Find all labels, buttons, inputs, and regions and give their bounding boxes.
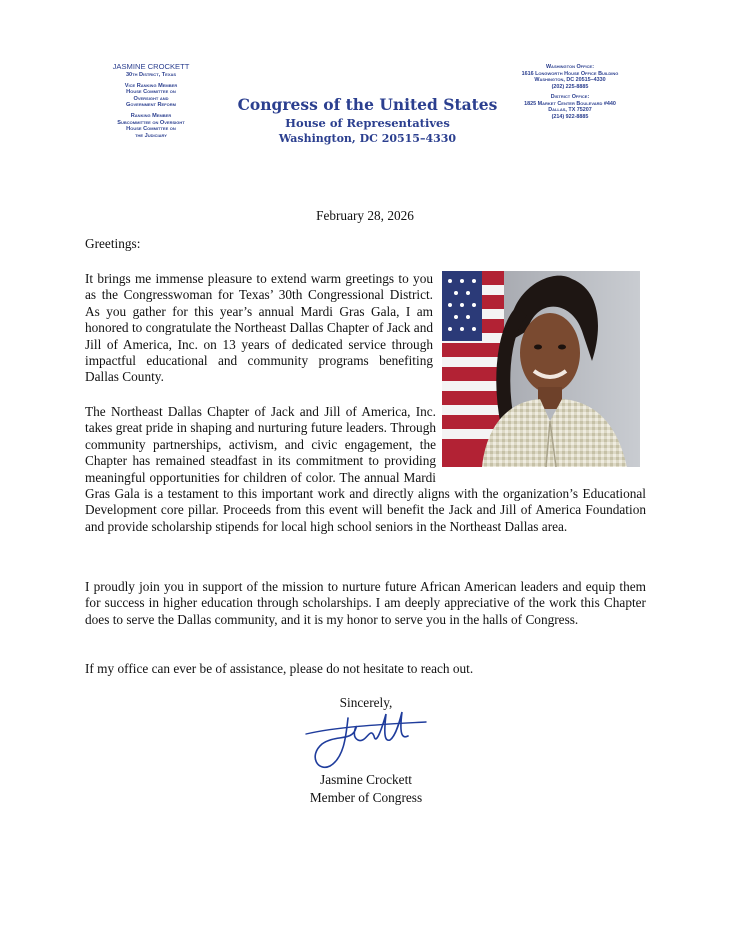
committee-role-1 <box>96 83 206 109</box>
dc-office-label: Washington Office: <box>545 64 595 70</box>
paragraph-3: I proudly join you in support of the mission to nurture future African American leaders and equip them for success in higher education through scholarships. I am deeply appreciative of the work this Chapter does to serve the Dallas community, and it is my honor to serve you in the halls of Congress. <box>85 579 646 627</box>
role2-line: House Committee on <box>126 126 176 133</box>
letterhead-title: Congress of the United States <box>237 95 498 114</box>
paragraph-2-text: The Northeast Dallas Chapter of Jack and Jill of America, Inc. takes great pride in shaping and nurturing future leaders. Through community partnerships, activism, and civic engagement, the Chapter has remained steadfast in its commitment to providing meaningful opportunities for children of color. The annual Mardi Gras Gala is a testament to this important work and directly aligns with the organization’s Educational Development core pillar. Proceeds from this event will benefit the Jack and Jill of America Foundation and provide scholarship stipends for local high school seniors in the Northeast Dallas area. <box>85 404 646 534</box>
role1-line: House Committee on <box>126 89 176 96</box>
paragraph-2 <box>85 404 646 535</box>
district-office-line: Dallas, TX 75207 <box>548 107 592 113</box>
signer-name: Jasmine Crockett <box>320 772 412 787</box>
photo-spacer <box>436 404 646 470</box>
district-office-line: 1825 Market Center Boulevard #440 <box>524 100 616 107</box>
letterhead-left <box>96 62 206 139</box>
signature <box>300 706 430 776</box>
paragraph-1: It brings me immense pleasure to extend warm greetings to you as the Congresswoman for Texas’ 30th Congressional District. As you gather for this year’s annual Mardi Gras Gala, I am honored to congratulate the Northeast Dallas Chapter of Jack and Jill of America, Inc. on 13 years of dedicated service through impactful educational and community programs benefiting Dallas County. <box>85 271 433 385</box>
role2-line: Ranking Member <box>130 112 172 119</box>
dc-office-line: Washington, DC 20515–4330 <box>534 77 606 83</box>
role2-line: Subcommittee on Oversight <box>117 119 185 126</box>
district-office-label: District Office: <box>550 94 590 100</box>
committee-role-2 <box>96 113 206 139</box>
signer-title: Member of Congress <box>309 790 423 805</box>
member-district: 30th District, Texas <box>125 72 177 78</box>
letterhead-subtitle: House of Representatives <box>285 116 450 130</box>
letter-date: February 28, 2026 <box>316 208 414 223</box>
dc-office-line: 1616 Longworth House Office Building <box>521 70 619 77</box>
district-office-line: (214) 922-8885 <box>551 113 589 120</box>
paragraph-4: If my office can ever be of assistance, please do not hesitate to reach out. <box>85 661 474 676</box>
closing: Sincerely, <box>339 695 393 710</box>
role1-line: Government Reform <box>126 102 176 109</box>
dc-office-line: (202) 225-8885 <box>551 83 589 90</box>
letterhead-center <box>235 95 500 147</box>
role1-line: Oversight and <box>133 95 169 102</box>
role1-line: Vice Ranking Member <box>124 82 178 89</box>
member-name: JASMINE CROCKETT <box>112 62 190 71</box>
letterhead-right <box>505 64 635 120</box>
letterhead-city: Washington, DC 20515–4330 <box>278 132 457 145</box>
role2-line: the Judiciary <box>135 132 167 139</box>
greeting: Greetings: <box>85 236 141 251</box>
